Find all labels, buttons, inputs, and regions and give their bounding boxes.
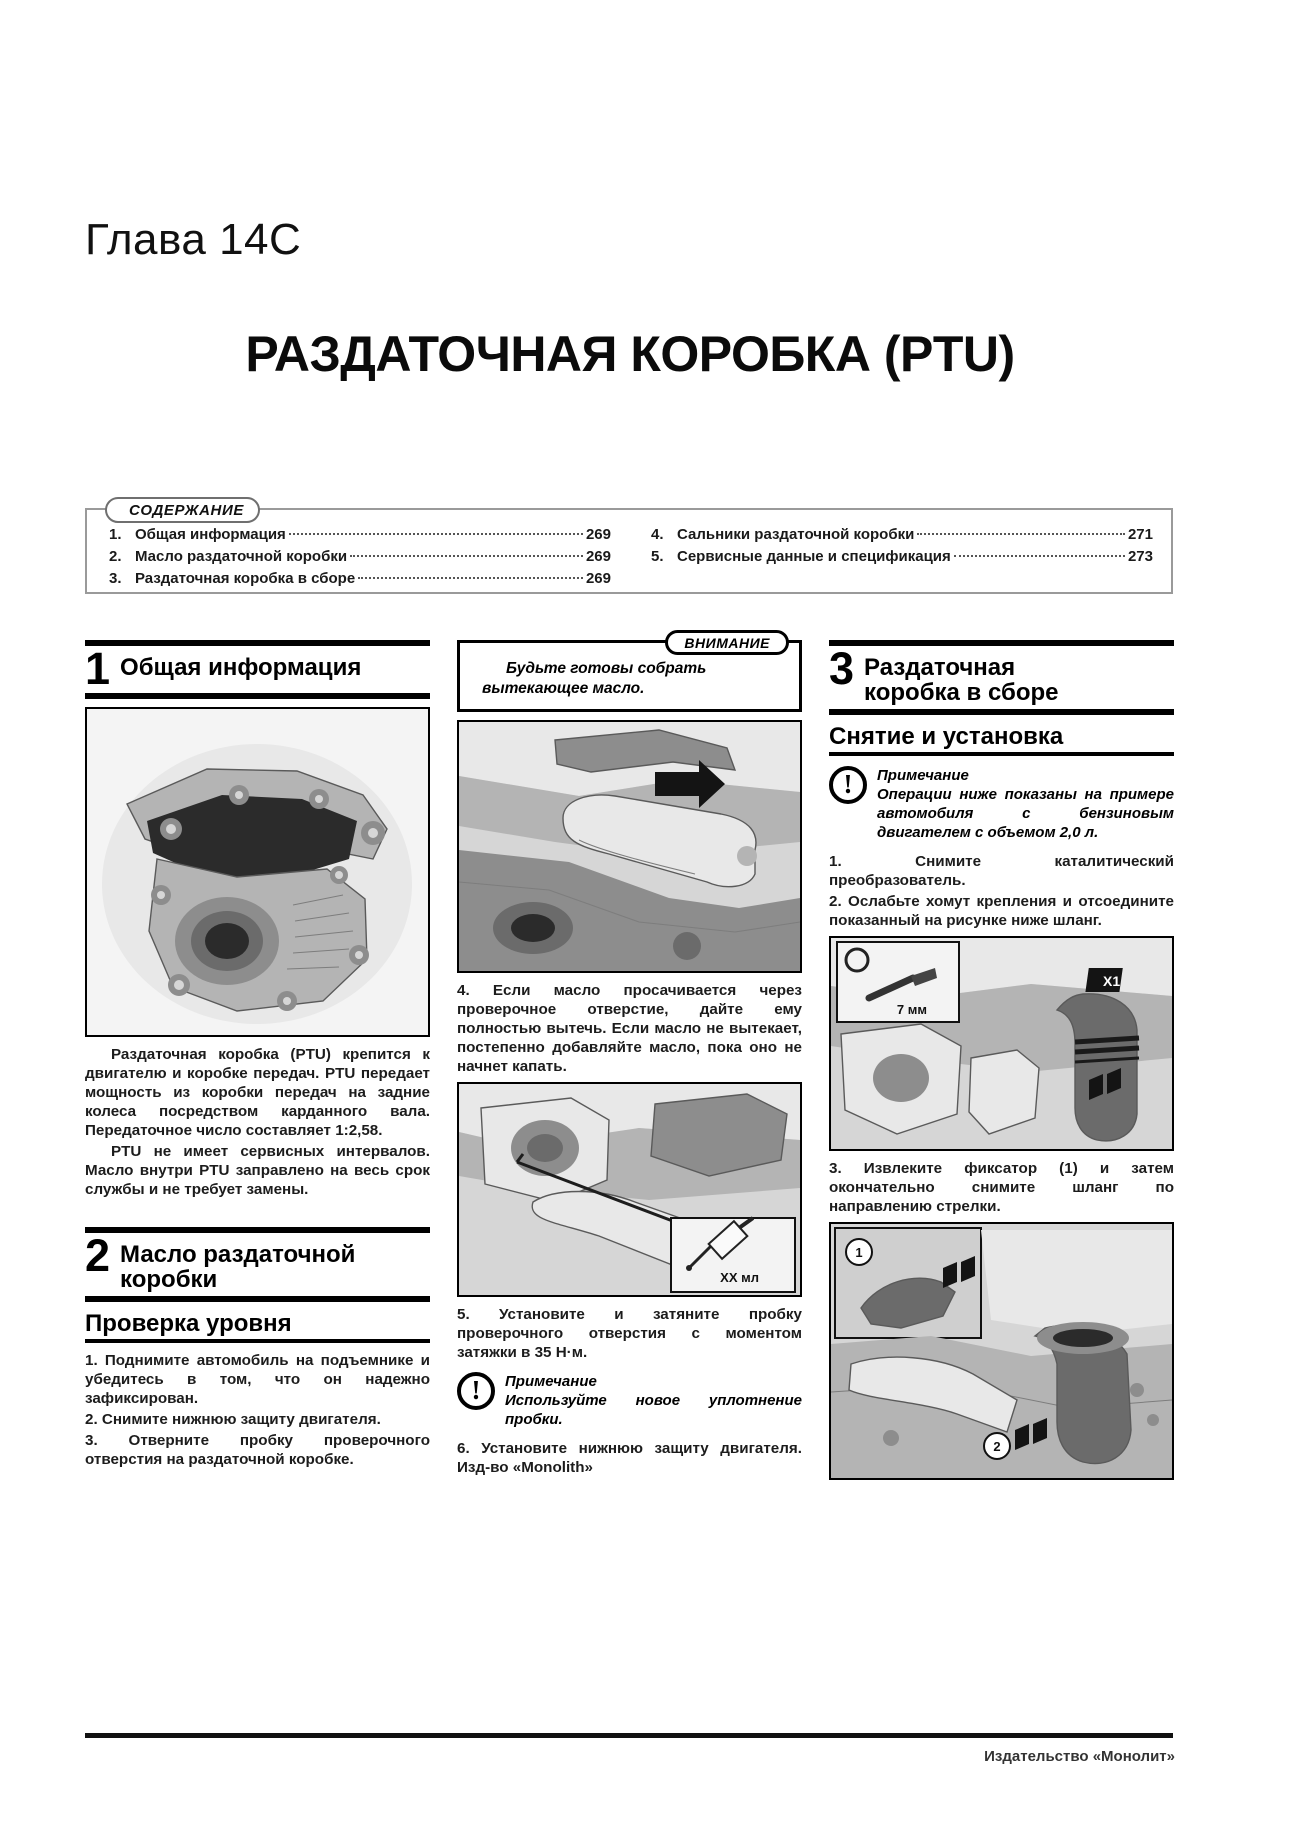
rule [85,1227,430,1233]
step-number: 2. [829,893,842,910]
column-left [85,640,430,1488]
hose-clamp-photo [829,936,1174,1151]
toc-label: Масло раздаточной коробки [135,548,348,565]
page-title: РАЗДАТОЧНАЯ КОРОБКА (PTU) [245,326,1015,382]
chapter-label: Глава 14C [85,215,302,264]
column-right [829,640,1174,1488]
step-number: 3. [829,1160,842,1177]
exclamation-icon: ! [829,766,867,804]
note-block [829,766,1174,842]
oil-check-plug-illustration [459,722,800,971]
list-item[interactable] [109,524,611,546]
svg-text:X1: X1 [1103,973,1121,989]
hose-clamp-illustration [831,938,1172,1149]
contents-tab-label: СОДЕРЖАНИЕ [105,497,260,523]
section-title-line2: коробки [120,1266,218,1293]
step-item [457,981,802,1076]
step-text: Установите и затяните пробку проверочного отверстия с моментом затяжки в 35 Н·м. [457,1306,802,1361]
step-item [829,1159,1174,1216]
step-number: 5. [457,1306,470,1323]
contents-column-right [629,524,1171,590]
list-item[interactable] [651,546,1153,568]
section-heading-3 [829,640,1174,715]
attention-text: Будьте готовы собрать вытекающее масло. [482,660,707,697]
footer-rule [85,1733,1173,1738]
toc-number: 3. [109,570,122,587]
step-item [457,1305,802,1362]
footer-publisher: Издательство «Монолит» [984,1748,1175,1765]
step-item [85,1351,430,1408]
step-text: Ослабьте хомут крепления и отсоедините показанный на рисунке ниже шланг. [829,893,1174,929]
quantity-badge [1085,968,1122,992]
section-number: 1 [85,643,111,694]
step-number: 4. [457,982,470,999]
paragraph-general-info-2: PTU не имеет сервисных интервалов. Масло внутри PTU заправлено на весь срок службы и не требует замены. [85,1143,430,1198]
figure-tool-size-label: 7 мм [896,1002,927,1017]
toc-number: 4. [651,526,664,543]
step-text: Поднимите автомобиль на подъемнике и убедитесь в том, что он надежно зафиксирован. [85,1352,430,1407]
section-number: 3 [829,643,855,694]
hose-removal-illustration [831,1224,1172,1478]
page-sheet [85,0,1175,1839]
step-number: 1. [829,853,842,870]
body-columns [85,635,1175,1488]
toc-number: 5. [651,548,664,565]
step-text: Снимите каталитический преобразователь. [829,853,1174,889]
oil-fill-syringe-illustration [459,1084,800,1295]
toc-leader [350,555,583,557]
toc-leader [358,577,583,579]
section-title-line2: коробка в сборе [864,679,1059,706]
rule [85,1296,430,1302]
step-number: 1. [85,1352,98,1369]
section-heading-1 [85,640,430,699]
rule [829,709,1174,715]
toc-page-number: 271 [1127,526,1153,543]
toc-leader [917,533,1125,535]
step-number: 3. [85,1432,98,1449]
note-block [457,1372,802,1429]
subsection-heading-removal-install: Снятие и установка [829,723,1174,756]
step-number: 2. [85,1411,98,1428]
step-item [457,1439,802,1477]
oil-check-plug-photo [457,720,802,973]
step-item [829,852,1174,890]
step-number: 6. [457,1440,470,1457]
hose-removal-photo [829,1222,1174,1480]
attention-tab-label: ВНИМАНИЕ [665,630,789,655]
section-title-line1: Масло раздаточной [120,1241,356,1268]
rule [85,693,430,699]
step-text: Если масло просачивается через проверочное отверстие, дайте ему полностью вытечь. Если масло не вытекает, постепенно добавляйте масло, пока оно не начнет капать. [457,982,802,1075]
note-title: Примечание [877,767,969,784]
column-middle [457,635,802,1488]
step-item [85,1431,430,1469]
oil-fill-syringe-photo [457,1082,802,1297]
section-number: 2 [85,1230,111,1281]
figure-callout-1: 1 [855,1245,863,1260]
step-text: Отверните пробку проверочного отверстия на раздаточной коробке. [85,1432,430,1468]
subsection-heading-level-check: Проверка уровня [85,1310,430,1343]
ptu-transfer-case-illustration [87,709,428,1035]
note-text: Используйте новое уплотнение пробки. [505,1392,802,1428]
toc-page-number: 269 [585,526,611,543]
figure-volume-label: XX мл [720,1270,759,1285]
list-item[interactable] [109,546,611,568]
toc-leader [954,555,1125,557]
exclamation-icon: ! [457,1372,495,1410]
toc-label: Сальники раздаточной коробки [677,526,915,543]
step-text: Установите нижнюю защиту двигателя. Изд-во «Monolith» [457,1440,802,1476]
toc-page-number: 269 [585,548,611,565]
paragraph-general-info-1: Раздаточная коробка (PTU) крепится к двигателю и коробке передач. PTU передает мощность из коробки передач на задние колеса посредством карданного вала. Передаточное число составляет 1:2,58. [85,1046,430,1139]
step-text: Снимите нижнюю защиту двигателя. [101,1411,381,1428]
toc-label: Раздаточная коробка в сборе [135,570,356,587]
rule [85,640,430,646]
section-title-line1: Раздаточная [864,654,1016,681]
toc-number: 2. [109,548,122,565]
toc-leader [289,533,583,535]
list-item[interactable] [109,568,611,590]
contents-column-left [87,524,629,590]
ptu-transfer-case-photo [85,707,430,1037]
contents-box [85,502,1173,594]
section-title: Общая информация [120,654,362,681]
rule [829,640,1174,646]
section-heading-2 [85,1227,430,1302]
list-item[interactable] [651,524,1153,546]
toc-number: 1. [109,526,122,543]
note-text: Операции ниже показаны на примере автомобиля с бензиновым двигателем с объемом 2,0 л. [877,786,1174,841]
toc-page-number: 269 [585,570,611,587]
toc-page-number: 273 [1127,548,1153,565]
step-item [85,1410,430,1429]
figure-callout-2: 2 [993,1439,1001,1454]
step-text: Извлеките фиксатор (1) и затем окончательно снимите шланг по направлению стрелки. [829,1160,1174,1215]
contents-columns [87,524,1171,590]
note-title: Примечание [505,1373,597,1390]
toc-label: Сервисные данные и спецификация [677,548,951,565]
step-item [829,892,1174,930]
attention-box [457,635,802,712]
toc-label: Общая информация [135,526,286,543]
